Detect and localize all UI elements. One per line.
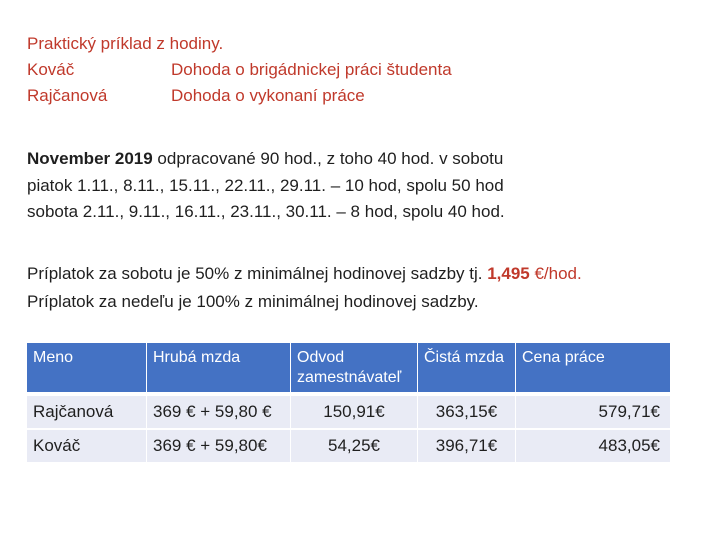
cell-gross-wage: 369 € + 59,80€ xyxy=(147,428,291,462)
header-gross-wage: Hrubá mzda xyxy=(147,343,291,394)
table-row xyxy=(27,394,671,428)
sunday-surcharge-line: Príplatok za nedeľu je 100% z minimálnej hodinovej sadzby. xyxy=(27,292,479,311)
cell-labor-cost: 483,05€ xyxy=(516,428,671,462)
contract-type: Dohoda o brigádnickej práci študenta xyxy=(171,60,452,79)
contract-person-name: Rajčanová xyxy=(27,86,108,105)
friday-hours: piatok 1.11., 8.11., 15.11., 22.11., 29.11. – 10 hod, spolu 50 hod xyxy=(27,175,504,195)
saturday-surcharge-unit: €/hod. xyxy=(529,264,582,283)
table-header-row xyxy=(27,343,671,394)
example-title: Praktický príklad z hodiny. xyxy=(27,34,224,53)
table-row xyxy=(27,428,671,462)
title-block xyxy=(27,31,452,109)
cell-net-wage: 396,71€ xyxy=(418,428,516,462)
header-employer-contribution: Odvod zamestnávateľ xyxy=(291,343,418,394)
wage-table xyxy=(27,343,671,462)
contract-row-rajcanova xyxy=(27,83,452,109)
saturday-surcharge-text: Príplatok za sobotu je 50% z minimálnej hodinovej sadzby tj. xyxy=(27,264,488,283)
cell-name: Rajčanová xyxy=(27,394,147,428)
cell-employer-contribution: 150,91€ xyxy=(291,394,418,428)
cell-net-wage: 363,15€ xyxy=(418,394,516,428)
saturday-surcharge-line xyxy=(27,260,582,288)
surcharge-block xyxy=(27,260,582,316)
hours-block xyxy=(27,146,505,226)
saturday-hours: sobota 2.11., 9.11., 16.11., 23.11., 30.11. – 8 hod, spolu 40 hod. xyxy=(27,202,505,221)
cell-name: Kováč xyxy=(27,428,147,462)
cell-gross-wage: 369 € + 59,80 € xyxy=(147,394,291,428)
contract-person-name: Kováč xyxy=(27,60,75,79)
month-label: November 2019 xyxy=(27,149,153,168)
hours-summary: odpracované 90 hod., z toho 40 hod. v sobotu xyxy=(152,149,504,168)
cell-labor-cost: 579,71€ xyxy=(516,394,671,428)
header-labor-cost: Cena práce xyxy=(516,343,671,394)
hours-summary-line xyxy=(27,146,505,173)
header-net-wage: Čistá mzda xyxy=(418,343,516,394)
cell-employer-contribution: 54,25€ xyxy=(291,428,418,462)
header-name: Meno xyxy=(27,343,147,394)
saturday-surcharge-value: 1,495 xyxy=(487,264,530,283)
contract-row-kovac xyxy=(27,57,452,83)
contract-type: Dohoda o vykonaní práce xyxy=(171,86,365,105)
